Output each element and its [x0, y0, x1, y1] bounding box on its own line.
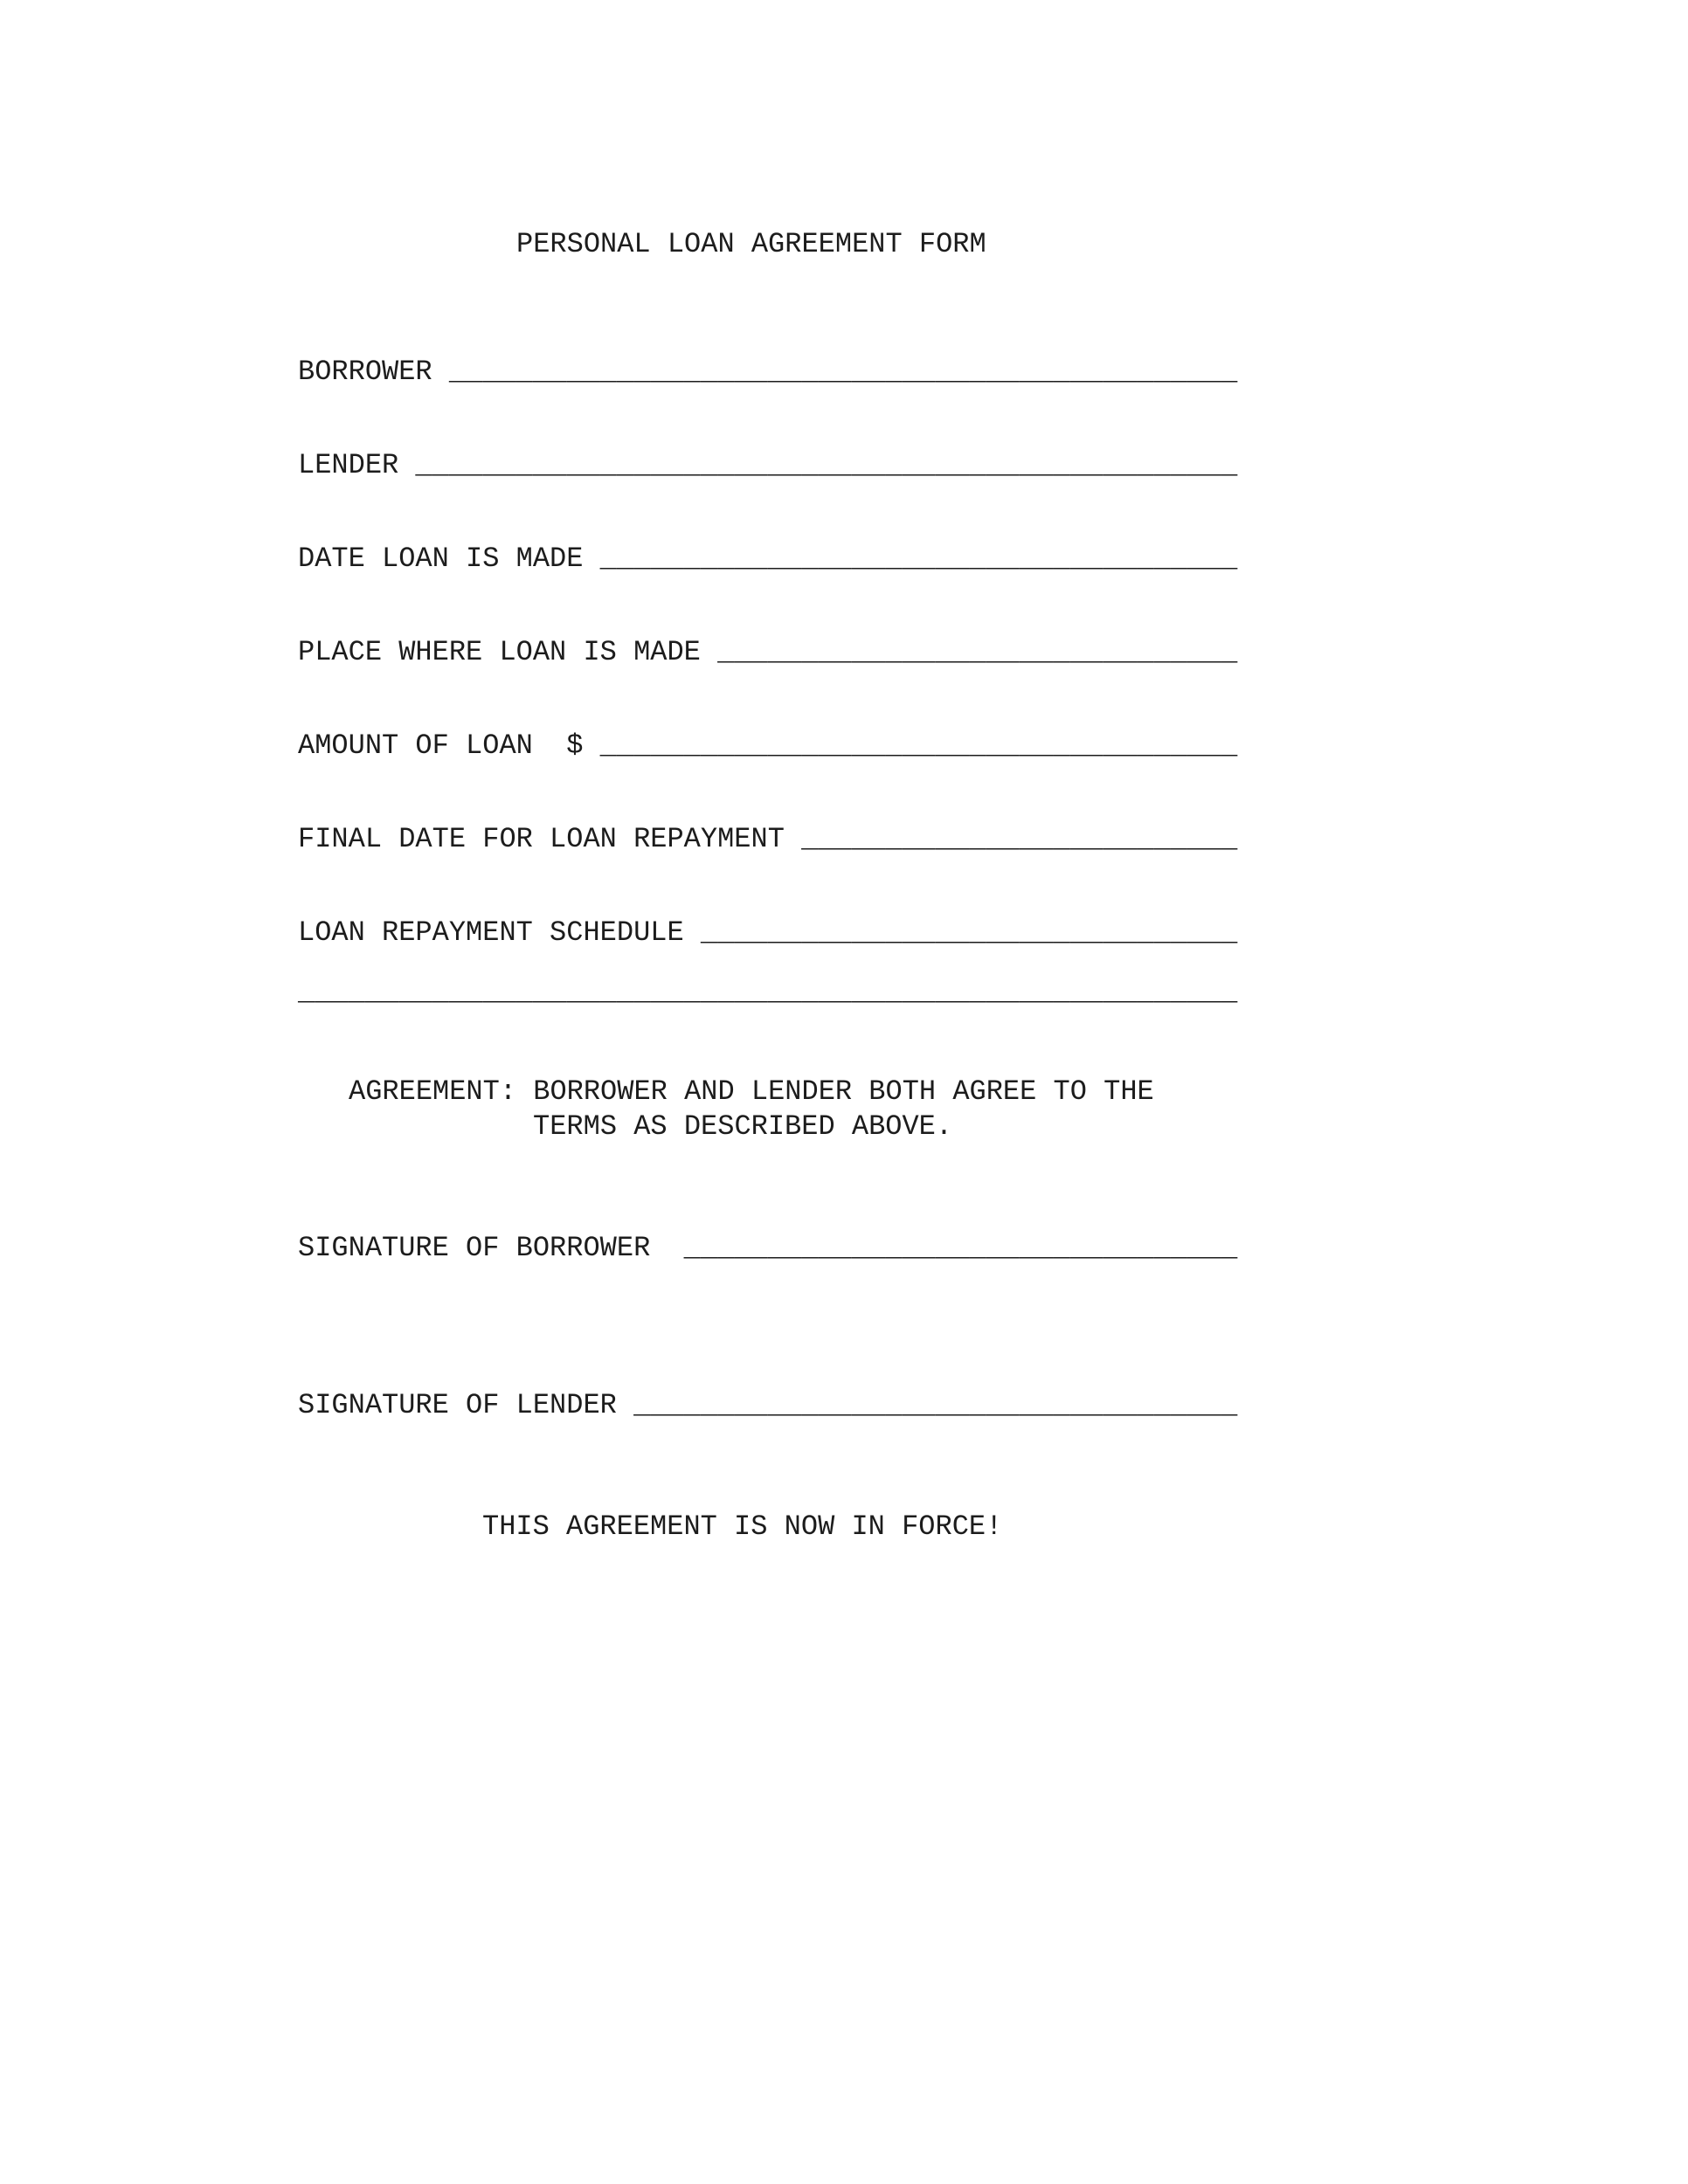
agreement-clause-line-2: TERMS AS DESCRIBED ABOVE.	[533, 1110, 953, 1143]
field-signature-of-borrower-line: SIGNATURE OF BORROWER _________________________________	[298, 1232, 1238, 1264]
field-repayment-schedule-line: LOAN REPAYMENT SCHEDULE ________________________________	[298, 916, 1238, 949]
field-final-repayment-date-line: FINAL DATE FOR LOAN REPAYMENT __________________________	[298, 823, 1238, 855]
agreement-clause-line-1: AGREEMENT: BORROWER AND LENDER BOTH AGREE TO THE	[349, 1075, 1154, 1108]
field-date-loan-made-line: DATE LOAN IS MADE ______________________________________	[298, 543, 1238, 575]
field-borrower-line: BORROWER _______________________________________________	[298, 356, 1238, 388]
field-repayment-schedule-continuation-line: ________________________________________________________	[298, 976, 1238, 1008]
field-signature-of-lender-line: SIGNATURE OF LENDER ____________________________________	[298, 1389, 1238, 1421]
field-place-loan-made-line: PLACE WHERE LOAN IS MADE _______________________________	[298, 636, 1238, 668]
agreement-in-force-note: THIS AGREEMENT IS NOW IN FORCE!	[482, 1510, 1003, 1543]
document-title: PERSONAL LOAN AGREEMENT FORM	[516, 228, 986, 260]
field-lender-line: LENDER _________________________________________________	[298, 449, 1238, 481]
field-amount-of-loan-line: AMOUNT OF LOAN $ ______________________________________	[298, 729, 1238, 762]
